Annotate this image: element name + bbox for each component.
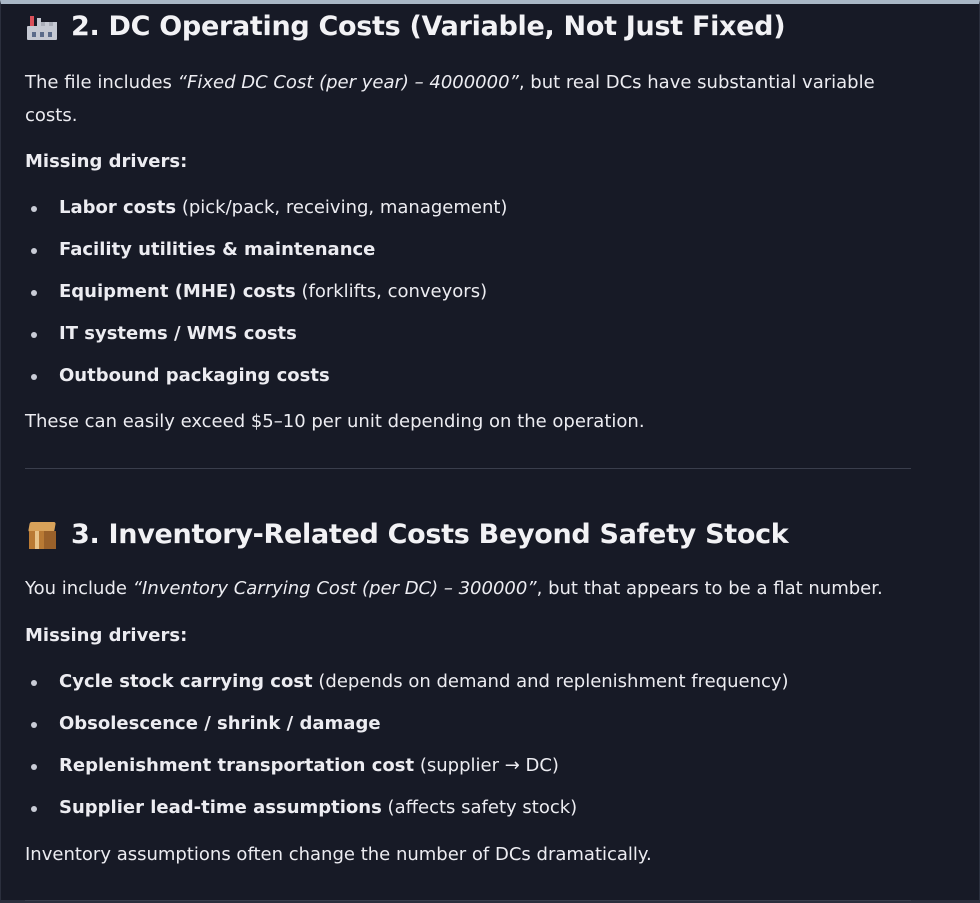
item-bold: Cycle stock carrying cost xyxy=(59,671,313,692)
intro-suffix: , but that appears to be a flat number. xyxy=(536,578,883,599)
item-bold: Labor costs xyxy=(59,197,177,218)
item-bold: Equipment (MHE) costs xyxy=(59,281,296,302)
list-item xyxy=(25,711,381,737)
list-item xyxy=(25,363,330,389)
missing-drivers-label xyxy=(25,619,187,652)
section-divider xyxy=(25,900,911,901)
section-heading xyxy=(25,518,788,552)
bullet-dot-icon xyxy=(31,764,37,770)
intro-line2: costs. xyxy=(25,105,78,126)
item-detail: (supplier → DC) xyxy=(414,755,559,776)
intro-prefix: You include xyxy=(25,578,133,599)
item-bold: IT systems / WMS costs xyxy=(59,323,297,344)
item-bold: Supplier lead-time assumptions xyxy=(59,797,382,818)
item-bold: Outbound packaging costs xyxy=(59,365,330,386)
bullet-dot-icon xyxy=(31,722,37,728)
bullet-dot-icon xyxy=(31,290,37,296)
item-bold: Obsolescence / shrink / damage xyxy=(59,713,381,734)
list-item xyxy=(25,237,375,263)
item-detail: (affects safety stock) xyxy=(381,797,578,818)
item-detail: (forklifts, conveyors) xyxy=(295,281,488,302)
heading-text: 2. DC Operating Costs (Variable, Not Just Fixed) xyxy=(71,11,786,42)
intro-quote: “Inventory Carrying Cost (per DC) – 300000” xyxy=(132,578,537,599)
intro-paragraph xyxy=(25,572,911,605)
bullet-dot-icon xyxy=(31,248,37,254)
item-detail: (pick/pack, receiving, management) xyxy=(176,197,508,218)
bullet-dot-icon xyxy=(31,332,37,338)
item-detail: (depends on demand and replenishment frequency) xyxy=(312,671,789,692)
section-divider xyxy=(25,468,911,469)
factory-icon xyxy=(25,12,59,42)
intro-paragraph xyxy=(25,66,911,132)
package-icon xyxy=(25,520,59,550)
heading-text: 3. Inventory-Related Costs Beyond Safety Stock xyxy=(71,519,789,550)
item-bold: Replenishment transportation cost xyxy=(59,755,415,776)
list-item xyxy=(25,795,577,821)
missing-drivers-label xyxy=(25,145,187,178)
item-bold: Facility utilities & maintenance xyxy=(59,239,376,260)
list-item xyxy=(25,321,297,347)
bullet-dot-icon xyxy=(31,806,37,812)
intro-suffix: , but real DCs have substantial variable xyxy=(518,72,875,93)
bullet-dot-icon xyxy=(31,206,37,212)
list-item xyxy=(25,753,559,779)
bullet-dot-icon xyxy=(31,680,37,686)
list-item xyxy=(25,669,789,695)
bullet-dot-icon xyxy=(31,374,37,380)
closing-paragraph: Inventory assumptions often change the number of DCs dramatically. xyxy=(25,844,652,865)
closing-paragraph: These can easily exceed $5–10 per unit depending on the operation. xyxy=(25,411,645,432)
intro-prefix: The file includes xyxy=(25,72,178,93)
intro-quote: “Fixed DC Cost (per year) – 4000000” xyxy=(177,72,519,93)
missing-drivers-text: Missing drivers: xyxy=(25,151,188,172)
list-item xyxy=(25,279,487,305)
section-heading xyxy=(25,10,785,44)
missing-drivers-text: Missing drivers: xyxy=(25,625,188,646)
list-item xyxy=(25,195,507,221)
